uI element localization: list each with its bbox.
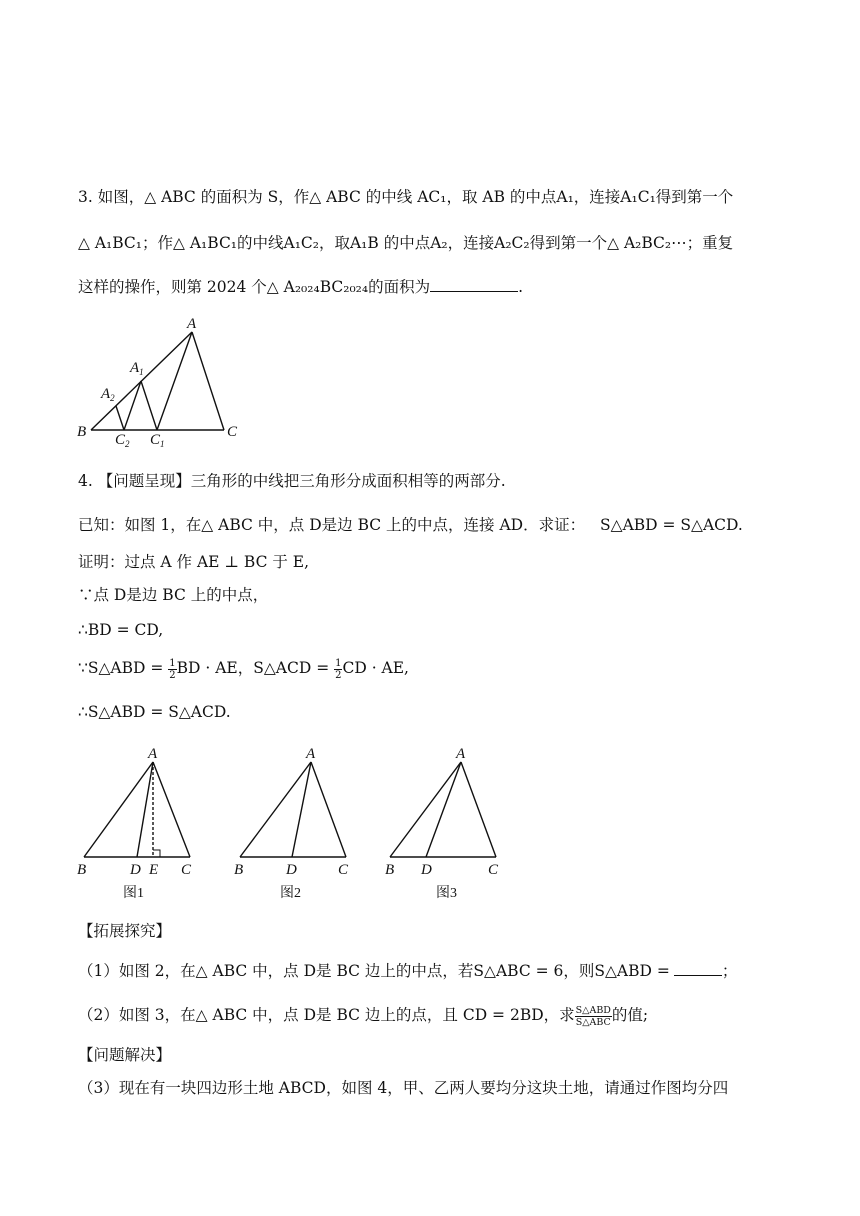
fig2-edge-ad: [292, 762, 311, 857]
fig1-label-d: D: [130, 862, 141, 878]
q4-heading: 4. 【问题呈现】三角形的中线把三角形分成面积相等的两部分.: [78, 472, 506, 490]
fig3-label-d: D: [421, 862, 432, 878]
solve-1: （3）现在有一块四边形土地 ABCD，如图 4，甲、乙两人要均分这块土地，请通过作图均分四: [78, 1079, 729, 1097]
q3-line-3-text: 这样的操作，则第 2024 个△ A₂₀₂₄BC₂₀₂₄的面积为: [78, 278, 431, 296]
q4-given: [78, 514, 743, 536]
q4-proof-4: [78, 657, 409, 681]
q3-line-3: [78, 276, 523, 298]
label-a1: $A_1$: [130, 360, 144, 377]
q4-given-text: 已知：如图 1，在△ ABC 中，点 D是边 BC 上的中点，连接 AD．求证：: [78, 516, 586, 534]
explore-1-text: （1）如图 2，在△ ABC 中，点 D是 BC 边上的中点，若S△ABC = 6，则S△ABD =: [78, 962, 670, 980]
fig1-label-a: A: [148, 746, 158, 762]
edge-a1c1: [141, 381, 157, 430]
answer-blank: [430, 291, 518, 292]
right-angle-mark: [153, 850, 160, 857]
explore-1-blank: [674, 975, 722, 976]
solve-heading: 【问题解决】: [78, 1046, 172, 1064]
fig2-label-d: D: [286, 862, 297, 878]
label-c1: $C_1$: [150, 432, 165, 449]
fig1-label-e: E: [149, 862, 159, 878]
label-c: C: [227, 424, 238, 440]
q4-proof-4-a: ∵S△ABD =: [78, 659, 169, 677]
fig3-label-a: A: [456, 746, 466, 762]
fig2-edge-ac: [311, 762, 346, 857]
explore-heading: 【拓展探究】: [78, 922, 172, 940]
edge-a1c2: [124, 381, 141, 430]
fig1-edge-ab: [84, 762, 153, 857]
explore-1-end: ；: [721, 962, 738, 980]
fig2-label-a: A: [306, 746, 316, 762]
fig2-caption: 图2: [280, 886, 301, 901]
explore-1: [78, 960, 737, 982]
fraction-half: $\frac{1}{2}$: [169, 657, 176, 681]
q3-line-2: △ A₁BC₁；作△ A₁BC₁的中线A₁C₂，取A₁B 的中点A₂，连接A₂C₂得到第一个△ A₂BC₂⋯；重复: [78, 234, 734, 252]
q4-proof-4-b: BD · AE，S△ACD =: [176, 659, 335, 677]
fig2-label-b: B: [234, 862, 244, 878]
edge-ac: [192, 332, 224, 430]
fig3-edge-ad: [426, 762, 461, 857]
q4-proof-5: ∴S△ABD = S△ACD.: [78, 703, 231, 721]
label-c2: $C_2$: [115, 432, 130, 449]
label-b: B: [77, 424, 87, 440]
q4-proof-4-c: CD · AE,: [342, 659, 409, 677]
q4-proof-1: 证明：过点 A 作 AE ⊥ BC 于 E,: [78, 553, 310, 571]
q3-line-3-end: .: [518, 278, 524, 296]
fig3-label-b: B: [385, 862, 395, 878]
fig3-edge-ac: [461, 762, 496, 857]
fig1-label-c: C: [181, 862, 192, 878]
q4-proof-2: ∵点 D是边 BC 上的中点，: [78, 586, 269, 604]
q4-figures: [74, 740, 534, 910]
explore-2-fraction: $\frac{\text{S△ABD}}{\text{S△ABC}}$: [575, 1004, 611, 1028]
q4-given-formula: S△ABD = S△ACD.: [600, 516, 743, 534]
fig1-edge-ad: [137, 762, 153, 857]
fig1-label-b: B: [77, 862, 87, 878]
fig2-label-c: C: [338, 862, 349, 878]
label-a2: $A_2$: [101, 386, 115, 403]
fig1-edge-ac: [153, 762, 190, 857]
label-a: A: [187, 316, 197, 332]
fig3-caption: 图3: [436, 886, 457, 901]
q4-proof-3: ∴BD = CD,: [78, 621, 164, 639]
explore-2-end: 的值;: [611, 1006, 649, 1024]
q3-line-1: 3. 如图，△ ABC 的面积为 S，作△ ABC 的中线 AC₁，取 AB 的中点A₁，连接A₁C₁得到第一个: [78, 188, 734, 206]
fig3-edge-ab: [390, 762, 461, 857]
fig2-edge-ab: [240, 762, 311, 857]
fig1-caption: 图1: [123, 886, 144, 901]
fig3-label-c: C: [488, 862, 499, 878]
explore-2: [78, 1004, 648, 1028]
edge-ac1: [157, 332, 192, 430]
fraction-half-2: $\frac{1}{2}$: [335, 657, 342, 681]
explore-2-text: （2）如图 3，在△ ABC 中，点 D是 BC 边上的点，且 CD = 2BD，求: [78, 1006, 575, 1024]
edge-a2c2: [116, 406, 124, 430]
q3-figure: [74, 312, 244, 452]
